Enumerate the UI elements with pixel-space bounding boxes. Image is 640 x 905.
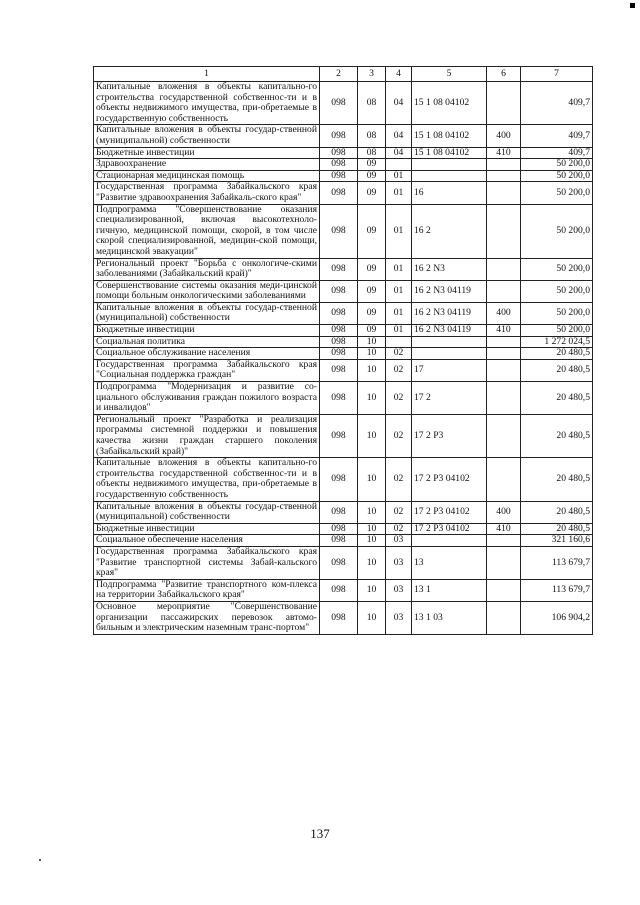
cell-name: Государственная программа Забайкальского края "Развитие здравоохранения Забайкаль-ского края" [94,182,320,204]
cell-subsection-code: 01 [386,182,412,204]
cell-expense-type [487,601,521,634]
cell-amount: 50 200,0 [521,258,593,280]
cell-ministry-code: 098 [320,82,358,125]
table-row [94,579,593,601]
cell-section-code: 09 [358,302,386,324]
cell-section-code: 10 [358,535,386,547]
cell-amount: 409,7 [521,147,593,159]
cell-expense-type [487,82,521,125]
cell-expense-type [487,458,521,501]
table-row [94,501,593,523]
cell-expense-type: 400 [487,501,521,523]
cell-section-code: 08 [358,82,386,125]
cell-expense-type [487,182,521,204]
cell-name: Социальное обслуживание населения [94,348,320,360]
cell-ministry-code: 098 [320,501,358,523]
cell-section-code: 09 [358,204,386,258]
cell-name: Капитальные вложения в объекты капитально-го строительства государственной собственнос-ти и в объекты недвижимого имущества, при-обретаемые в государственную собственность [94,458,320,501]
cell-section-code: 09 [358,182,386,204]
cell-name: Совершенствование системы оказания меди-цинской помощи больным онкологическими заболеваниями [94,280,320,302]
cell-expense-type [487,170,521,182]
table-row [94,382,593,415]
cell-name: Социальная политика [94,336,320,348]
cell-target-article: 15 1 08 04102 [412,82,487,125]
cell-subsection-code: 02 [386,523,412,535]
cell-subsection-code: 02 [386,414,412,457]
cell-target-article: 17 2 [412,382,487,415]
cell-ministry-code: 098 [320,359,358,381]
cell-amount: 409,7 [521,82,593,125]
cell-target-article: 15 1 08 04102 [412,147,487,159]
cell-amount: 50 200,0 [521,204,593,258]
table-row [94,125,593,147]
cell-target-article: 16 2 [412,204,487,258]
cell-subsection-code: 01 [386,204,412,258]
cell-amount: 50 200,0 [521,325,593,337]
cell-section-code: 10 [358,546,386,579]
cell-name: Стационарная медицинская помощь [94,170,320,182]
cell-ministry-code: 098 [320,258,358,280]
cell-subsection-code: 03 [386,579,412,601]
cell-target-article: 15 1 08 04102 [412,125,487,147]
cell-section-code: 09 [358,280,386,302]
cell-name: Основное мероприятие "Совершенствование организации пассажирских перевозок автомо-бильным и электрическим наземным транс-портом" [94,601,320,634]
header-col-6: 6 [487,67,521,82]
cell-ministry-code: 098 [320,523,358,535]
cell-ministry-code: 098 [320,458,358,501]
cell-name: Региональный проект "Разработка и реализация программы системной поддержки и повышения качества жизни граждан старшего поколения (Забайкальский край)" [94,414,320,457]
cell-target-article: 17 [412,359,487,381]
cell-section-code: 09 [358,325,386,337]
cell-subsection-code: 04 [386,82,412,125]
cell-name: Подпрограмма "Развитие транспортного ком-плекса на территории Забайкальского края" [94,579,320,601]
cell-amount: 113 679,7 [521,546,593,579]
cell-name: Капитальные вложения в объекты государ-ственной (муниципальной) собственности [94,501,320,523]
cell-ministry-code: 098 [320,302,358,324]
table-row [94,523,593,535]
cell-ministry-code: 098 [320,147,358,159]
cell-expense-type: 400 [487,302,521,324]
cell-expense-type: 400 [487,125,521,147]
cell-amount: 113 679,7 [521,579,593,601]
cell-amount: 50 200,0 [521,159,593,171]
page-number: 137 [310,826,330,841]
table-row [94,82,593,125]
cell-target-article: 16 2 N3 04119 [412,325,487,337]
cell-name: Подпрограмма "Модернизация и развитие со-циального обслуживания граждан пожилого возраста и инвалидов" [94,382,320,415]
cell-subsection-code: 02 [386,458,412,501]
cell-ministry-code: 098 [320,170,358,182]
corner-scan-mark [630,3,635,8]
table-row [94,302,593,324]
cell-subsection-code: 04 [386,147,412,159]
cell-section-code: 10 [358,601,386,634]
table-row [94,182,593,204]
cell-target-article: 17 2 P3 04102 [412,523,487,535]
cell-ministry-code: 098 [320,159,358,171]
cell-subsection-code: 03 [386,601,412,634]
cell-subsection-code: 03 [386,535,412,547]
cell-name: Капитальные вложения в объекты государ-ственной (муниципальной) собственности [94,125,320,147]
cell-target-article: 13 1 [412,579,487,601]
cell-expense-type: 410 [487,523,521,535]
cell-amount: 20 480,5 [521,523,593,535]
cell-amount: 20 480,5 [521,501,593,523]
cell-amount: 20 480,5 [521,458,593,501]
table-body [94,82,593,635]
table-row [94,414,593,457]
budget-table [93,66,593,635]
header-col-5: 5 [412,67,487,82]
cell-ministry-code: 098 [320,382,358,415]
cell-section-code: 10 [358,523,386,535]
table-row [94,280,593,302]
cell-target-article: 17 2 P3 [412,414,487,457]
cell-expense-type [487,159,521,171]
cell-ministry-code: 098 [320,546,358,579]
cell-ministry-code: 098 [320,601,358,634]
cell-section-code: 10 [358,336,386,348]
cell-target-article: 16 [412,182,487,204]
cell-name: Бюджетные инвестиции [94,147,320,159]
cell-expense-type [487,359,521,381]
cell-subsection-code: 01 [386,325,412,337]
cell-amount: 50 200,0 [521,182,593,204]
cell-ministry-code: 098 [320,182,358,204]
cell-subsection-code: 01 [386,302,412,324]
cell-name: Капитальные вложения в объекты капитально-го строительства государственной собственнос-ти и в объекты недвижимого имущества, при-обретаемые в государственную собственность [94,82,320,125]
cell-ministry-code: 098 [320,336,358,348]
table-header-row [94,67,593,82]
header-col-3: 3 [358,67,386,82]
table-row [94,170,593,182]
cell-amount: 20 480,5 [521,348,593,360]
cell-expense-type [487,336,521,348]
cell-amount: 50 200,0 [521,280,593,302]
cell-target-article: 16 2 N3 04119 [412,280,487,302]
cell-subsection-code [386,159,412,171]
cell-expense-type [487,258,521,280]
cell-section-code: 10 [358,348,386,360]
cell-amount: 1 272 024,5 [521,336,593,348]
cell-expense-type [487,280,521,302]
cell-subsection-code: 01 [386,258,412,280]
cell-expense-type [487,414,521,457]
table-row [94,325,593,337]
cell-target-article: 17 2 P3 04102 [412,458,487,501]
cell-section-code: 10 [358,359,386,381]
table-row [94,546,593,579]
cell-subsection-code: 01 [386,170,412,182]
cell-expense-type: 410 [487,147,521,159]
cell-target-article: 17 2 P3 04102 [412,501,487,523]
cell-subsection-code: 02 [386,359,412,381]
header-col-1: 1 [94,67,320,82]
cell-amount: 20 480,5 [521,382,593,415]
cell-ministry-code: 098 [320,535,358,547]
cell-name: Социальное обеспечение населения [94,535,320,547]
cell-section-code: 10 [358,414,386,457]
cell-subsection-code: 02 [386,501,412,523]
cell-section-code: 08 [358,147,386,159]
cell-subsection-code [386,336,412,348]
cell-name: Здравоохранение [94,159,320,171]
cell-expense-type [487,546,521,579]
cell-section-code: 09 [358,159,386,171]
cell-subsection-code: 01 [386,280,412,302]
header-col-7: 7 [521,67,593,82]
table-row [94,458,593,501]
cell-ministry-code: 098 [320,280,358,302]
cell-target-article: 16 2 N3 04119 [412,302,487,324]
table-row [94,159,593,171]
header-col-4: 4 [386,67,412,82]
cell-subsection-code: 02 [386,382,412,415]
cell-section-code: 09 [358,170,386,182]
cell-ministry-code: 098 [320,204,358,258]
cell-target-article [412,348,487,360]
cell-target-article: 16 2 N3 [412,258,487,280]
cell-amount: 321 160,6 [521,535,593,547]
table-row [94,258,593,280]
cell-section-code: 09 [358,258,386,280]
cell-name: Бюджетные инвестиции [94,523,320,535]
table-row [94,601,593,634]
table-row [94,204,593,258]
cell-ministry-code: 098 [320,579,358,601]
cell-expense-type [487,535,521,547]
cell-name: Капитальные вложения в объекты государ-ственной (муниципальной) собственности [94,302,320,324]
cell-name: Государственная программа Забайкальского края "Развитие транспортной системы Забай-кальского края" [94,546,320,579]
cell-section-code: 10 [358,458,386,501]
cell-ministry-code: 098 [320,414,358,457]
cell-target-article [412,535,487,547]
cell-amount: 106 904,2 [521,601,593,634]
cell-amount: 409,7 [521,125,593,147]
cell-amount: 20 480,5 [521,359,593,381]
cell-name: Государственная программа Забайкальского края "Социальная поддержка граждан" [94,359,320,381]
table-row [94,359,593,381]
cell-target-article [412,170,487,182]
scan-dot-mark [39,859,41,861]
table-row [94,535,593,547]
cell-subsection-code: 02 [386,348,412,360]
cell-name: Подпрограмма "Совершенствование оказания специализированной, включая высокотехноло-гичную, медицинской помощи, скорой, в том числе скорой специализированной, медицин-ской помощи, медицинской эвакуации" [94,204,320,258]
cell-expense-type [487,382,521,415]
cell-subsection-code: 04 [386,125,412,147]
cell-subsection-code: 03 [386,546,412,579]
cell-amount: 50 200,0 [521,302,593,324]
cell-expense-type [487,348,521,360]
header-col-2: 2 [320,67,358,82]
cell-ministry-code: 098 [320,125,358,147]
cell-amount: 20 480,5 [521,414,593,457]
table-row [94,336,593,348]
cell-expense-type [487,579,521,601]
cell-amount: 50 200,0 [521,170,593,182]
cell-ministry-code: 098 [320,325,358,337]
cell-target-article [412,159,487,171]
table-row [94,348,593,360]
cell-section-code: 10 [358,501,386,523]
cell-ministry-code: 098 [320,348,358,360]
cell-section-code: 08 [358,125,386,147]
cell-name: Региональный проект "Борьба с онкологиче-скими заболеваниями (Забайкальский край)" [94,258,320,280]
table-row [94,147,593,159]
cell-expense-type: 410 [487,325,521,337]
cell-target-article: 13 [412,546,487,579]
cell-target-article: 13 1 03 [412,601,487,634]
cell-section-code: 10 [358,382,386,415]
cell-section-code: 10 [358,579,386,601]
cell-target-article [412,336,487,348]
cell-name: Бюджетные инвестиции [94,325,320,337]
cell-expense-type [487,204,521,258]
